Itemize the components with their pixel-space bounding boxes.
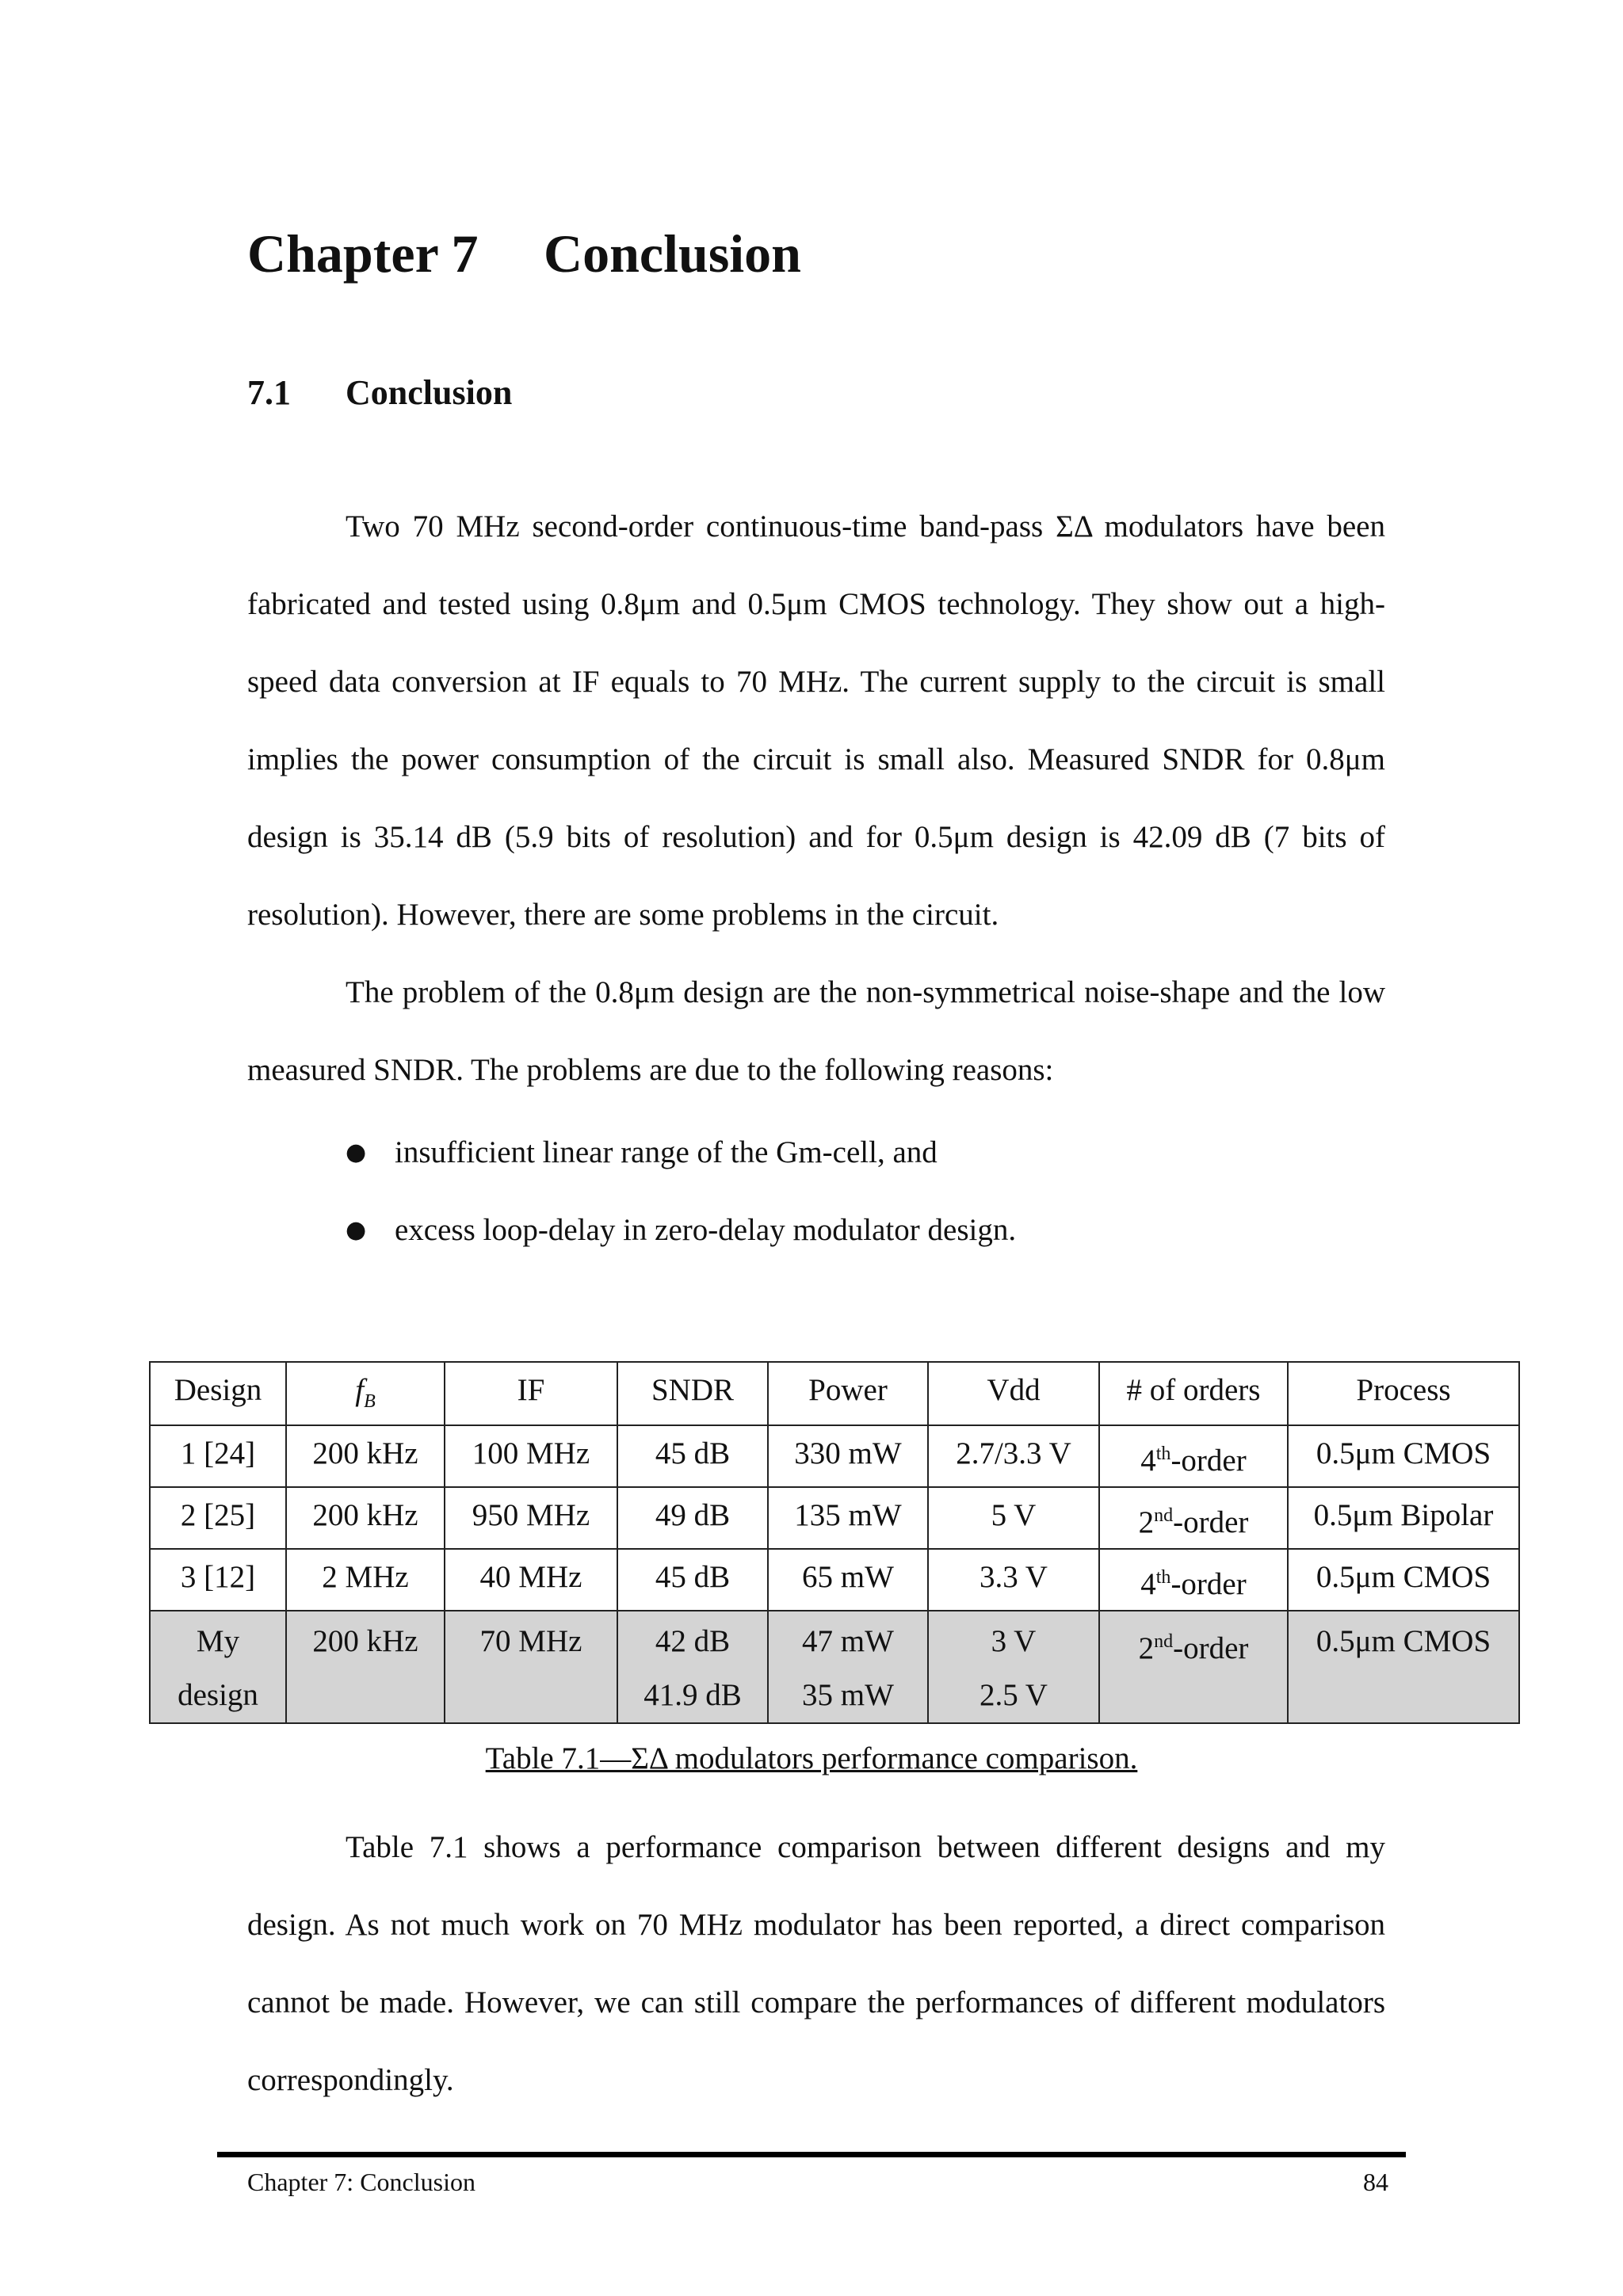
chapter-title: Conclusion <box>544 223 801 284</box>
cell-orders: 4th-order <box>1099 1549 1288 1611</box>
table-header-row <box>150 1362 1519 1425</box>
header-design: Design <box>150 1362 286 1425</box>
section-number: 7.1 <box>247 373 291 412</box>
table-row <box>150 1549 1519 1611</box>
cell-design: 1 [24] <box>150 1425 286 1487</box>
table-row-my-design <box>150 1611 1519 1723</box>
section-title: Conclusion <box>346 373 513 412</box>
table-caption-text: Table 7.1—ΣΔ modulators performance comparison. <box>485 1741 1138 1775</box>
cell-orders: 2nd-order <box>1099 1487 1288 1549</box>
paragraph-comparison-text: Table 7.1 shows a performance comparison between different designs and my design. As not much work on 70 MHz modulator has been reported, a direct comparison cannot be made. However, we can still compare the performances of different modulators correspondingly. <box>247 1830 1385 2097</box>
header-fb: $f_B$ <box>286 1362 445 1425</box>
cell-orders: 4th-order <box>1099 1425 1288 1487</box>
header-process: Process <box>1288 1362 1519 1425</box>
header-sndr: SNDR <box>617 1362 768 1425</box>
table-row <box>150 1487 1519 1549</box>
cell-if: 950 MHz <box>445 1487 617 1549</box>
cell-vdd: 5 V <box>928 1487 1099 1549</box>
cell-vdd: 3.3 V <box>928 1549 1099 1611</box>
header-orders: # of orders <box>1099 1362 1288 1425</box>
bullet-icon: ● <box>346 1138 367 1166</box>
performance-table <box>149 1361 1520 1724</box>
header-power: Power <box>768 1362 928 1425</box>
cell-sndr: 45 dB <box>617 1425 768 1487</box>
bullet-icon: ● <box>346 1216 367 1244</box>
cell-if: 40 MHz <box>445 1549 617 1611</box>
cell-fb: 200 kHz <box>286 1611 445 1723</box>
footer-chapter: Chapter 7: Conclusion <box>247 2168 475 2196</box>
paragraph-intro-text: Two 70 MHz second-order continuous-time band-pass ΣΔ modulators have been fabricated and tested using 0.8μm and 0.5μm CMOS technology. They show out a high-speed data conversion at IF equals to 70 MHz. The current supply to the circuit is small implies the power consumption of the circuit is small also. Measured SNDR for 0.8μm design is 35.14 dB (5.9 bits of resolution) and for 0.5μm design is 42.09 dB (7 bits of resolution). However, there are some problems in the circuit. <box>247 509 1385 932</box>
cell-power: 65 mW <box>768 1549 928 1611</box>
cell-power: 47 mW 35 mW <box>768 1611 928 1723</box>
cell-power: 330 mW <box>768 1425 928 1487</box>
reasons-list <box>346 1114 1016 1269</box>
paragraph-problems-text: The problem of the 0.8μm design are the non-symmetrical noise-shape and the low measured SNDR. The problems are due to the following reasons: <box>247 975 1385 1087</box>
cell-process: 0.5μm CMOS <box>1288 1611 1519 1723</box>
cell-fb: 200 kHz <box>286 1425 445 1487</box>
cell-sndr: 45 dB <box>617 1549 768 1611</box>
paragraph-intro <box>247 488 1385 954</box>
cell-sndr: 49 dB <box>617 1487 768 1549</box>
header-vdd: Vdd <box>928 1362 1099 1425</box>
cell-process: 0.5μm Bipolar <box>1288 1487 1519 1549</box>
cell-design: 3 [12] <box>150 1549 286 1611</box>
cell-power: 135 mW <box>768 1487 928 1549</box>
footer-rule <box>217 2152 1406 2157</box>
chapter-heading <box>247 223 801 284</box>
cell-orders: 2nd-order <box>1099 1611 1288 1723</box>
cell-fb: 2 MHz <box>286 1549 445 1611</box>
section-heading <box>247 373 513 412</box>
paragraph-problems <box>247 954 1385 1109</box>
table-row <box>150 1425 1519 1487</box>
cell-if: 70 MHz <box>445 1611 617 1723</box>
table-caption <box>0 1743 1623 1774</box>
cell-fb: 200 kHz <box>286 1487 445 1549</box>
cell-design: 2 [25] <box>150 1487 286 1549</box>
paragraph-comparison <box>247 1809 1385 2119</box>
cell-vdd: 2.7/3.3 V <box>928 1425 1099 1487</box>
list-item: ● excess loop-delay in zero-delay modulator design. <box>346 1192 1016 1269</box>
cell-process: 0.5μm CMOS <box>1288 1549 1519 1611</box>
header-if: IF <box>445 1362 617 1425</box>
cell-if: 100 MHz <box>445 1425 617 1487</box>
cell-sndr: 42 dB 41.9 dB <box>617 1611 768 1723</box>
chapter-label: Chapter 7 <box>247 223 479 284</box>
cell-design: My design <box>150 1611 286 1723</box>
cell-process: 0.5μm CMOS <box>1288 1425 1519 1487</box>
list-item: ● insufficient linear range of the Gm-cell, and <box>346 1114 1016 1192</box>
cell-vdd: 3 V 2.5 V <box>928 1611 1099 1723</box>
page-number: 84 <box>1363 2168 1388 2196</box>
